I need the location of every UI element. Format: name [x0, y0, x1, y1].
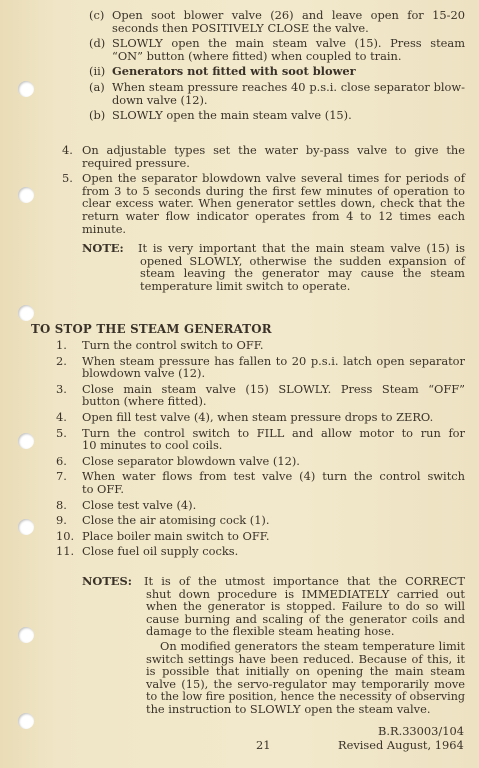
document-reference: B.R.33003/104: [378, 724, 465, 738]
notes-text: switch settings have been reduced. Because of this, it: [146, 651, 465, 666]
notes-text: is possible that initially on opening the main steam: [146, 664, 465, 679]
text-line: SLOWLY open the main steam valve (15).: [112, 108, 352, 123]
text-line: return water flow indicator operates from 4 to 12 times each: [82, 209, 465, 223]
text-line: from 3 to 5 seconds during the first few minutes of operation to: [82, 183, 465, 198]
text-line: blowdown valve (12).: [82, 366, 206, 381]
text-line: Generators not fitted with soot blower: [112, 64, 356, 79]
item-label: 7.: [56, 469, 67, 484]
notes-label: NOTES:: [82, 574, 132, 588]
note-text: opened SLOWLY, otherwise the sudden expansion of: [140, 253, 465, 268]
binder-hole: [18, 187, 34, 203]
note-text: steam leaving the generator may cause the steam: [140, 266, 465, 281]
item-label: (a): [89, 80, 105, 94]
binder-hole: [18, 713, 34, 729]
revision-date: Revised August, 1964: [338, 738, 464, 752]
notes-text: It is of the utmost importance that the CORRECT: [144, 574, 465, 588]
binder-hole: [18, 81, 34, 97]
text-line: Place boiler main switch to OFF.: [82, 528, 270, 543]
item-label: 10.: [56, 528, 75, 543]
notes-text: On modified generators the steam temperature limit: [160, 639, 465, 653]
notes-text: valve (15), the servo-regulator may temporarily move: [146, 676, 465, 691]
note-text: It is very important that the main steam valve (15) is: [138, 241, 465, 255]
notes-text: to the low fire position, hence the necessity of observing: [146, 689, 465, 704]
text-line: clear excess water. When generator settles down, check that the: [82, 196, 465, 211]
text-line: Turn the control switch to FILL and allow motor to run for: [82, 425, 465, 440]
item-label: 6.: [56, 453, 67, 468]
text-line: SLOWLY open the main steam valve (15). Press steam: [112, 36, 465, 51]
text-line: Close the air atomising cock (1).: [82, 513, 270, 528]
text-line: Open soot blower valve (26) and leave open for 15-20: [112, 8, 465, 22]
text-line: When water flows from test valve (4) turn the control switch: [82, 469, 465, 484]
text-line: to OFF.: [82, 482, 125, 496]
item-label: (c): [89, 8, 105, 22]
notes-text: cause burning and scaling of the generator coils and: [146, 611, 465, 626]
text-line: required pressure.: [82, 155, 190, 170]
note-text: temperature limit switch to operate.: [140, 278, 351, 293]
binder-hole: [18, 627, 34, 643]
item-label: 3.: [56, 381, 67, 396]
text-line: Close main steam valve (15) SLOWLY. Press Steam “OFF”: [82, 381, 465, 396]
item-label: (b): [89, 108, 106, 123]
binder-hole: [18, 519, 34, 535]
item-label: (d): [89, 36, 106, 51]
item-label: 1.: [56, 338, 67, 352]
notes-text: shut down procedure is IMMEDIATELY carried out: [146, 586, 465, 601]
item-label: 8.: [56, 497, 67, 512]
text-line: Open the separator blowdown valve several times for periods of: [82, 171, 465, 186]
item-label: 5.: [62, 171, 73, 186]
page-number: 21: [256, 738, 271, 752]
text-line: button (where fitted).: [82, 394, 207, 409]
text-line: When steam pressure reaches 40 p.s.i. close separator blow-: [112, 80, 465, 94]
notes-text: the instruction to SLOWLY open the steam valve.: [146, 702, 431, 716]
text-line: Close test valve (4).: [82, 497, 197, 512]
binder-hole: [18, 305, 34, 321]
text-line: Open fill test valve (4), when steam pressure drops to ZERO.: [82, 410, 434, 424]
binder-hole: [18, 433, 34, 449]
item-label: 9.: [56, 513, 67, 528]
text-line: minute.: [82, 221, 127, 236]
item-label: 4.: [56, 410, 67, 424]
item-label: 11.: [56, 544, 75, 559]
item-label: (ii): [89, 64, 106, 79]
text-line: seconds then POSITIVELY CLOSE the valve.: [112, 20, 369, 35]
text-line: When steam pressure has fallen to 20 p.s.i. latch open separator: [82, 353, 465, 368]
section-heading: TO STOP THE STEAM GENERATOR: [31, 322, 272, 336]
text-line: Close separator blowdown valve (12).: [82, 453, 300, 468]
item-label: 2.: [56, 353, 67, 368]
text-line: Close fuel oil supply cocks.: [82, 544, 239, 559]
item-label: 5.: [56, 425, 67, 440]
text-line: “ON” button (where fitted) when coupled to train.: [112, 48, 402, 63]
notes-text: when the generator is stopped. Failure to do so will: [146, 599, 465, 614]
note-label: NOTE:: [82, 241, 124, 255]
text-line: Turn the control switch to OFF.: [82, 338, 264, 352]
text-line: On adjustable types set the water by-pass valve to give the: [82, 143, 465, 157]
text-line: down valve (12).: [112, 92, 208, 107]
item-label: 4.: [62, 143, 73, 157]
notes-text: damage to the flexible steam heating hose.: [146, 624, 395, 639]
text-line: 10 minutes to cool coils.: [82, 438, 223, 453]
